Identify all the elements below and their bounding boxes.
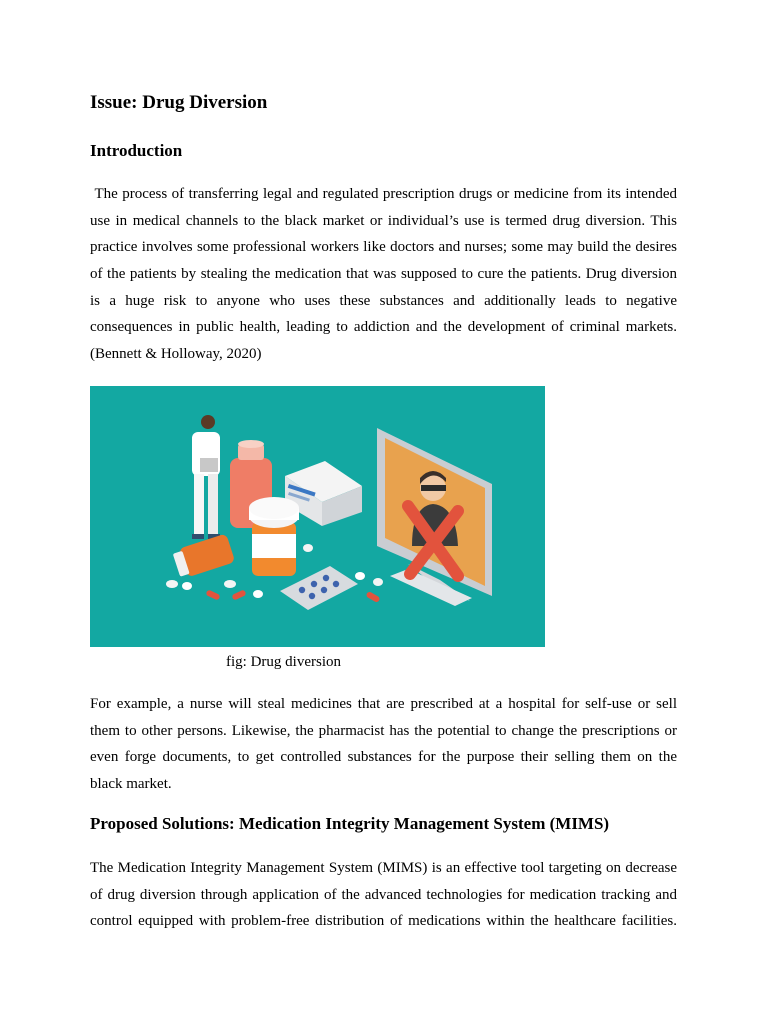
solutions-heading: Proposed Solutions: Medication Integrity Management System (MIMS) [90, 814, 610, 833]
paragraph-line: use in medical channels to the black market or individual’s use is termed drug diversion. This [90, 212, 677, 229]
nurse-figure [192, 415, 220, 539]
paragraph-line: of drug diversion through application of the advanced technologies for medication tracking and [90, 886, 677, 903]
introduction-paragraph [90, 181, 677, 368]
example-paragraph [90, 691, 677, 798]
tipped-bottle-icon [172, 533, 235, 579]
citation-line: (Bennett & Holloway, 2020) [90, 346, 262, 363]
document-title: Issue: Drug Diversion [90, 92, 268, 113]
paragraph-line: For example, a nurse will steal medicines that are prescribed at a hospital for self-use or sell [90, 696, 677, 712]
solutions-paragraph [90, 855, 677, 935]
pill-jar-icon [249, 497, 299, 576]
drug-diversion-illustration [90, 386, 545, 647]
paragraph-line: is a huge risk to anyone who uses these substances and additionally leads to negative [90, 292, 677, 309]
paragraph-line: The process of transferring legal and regulated prescription drugs or medicine from its intended [90, 186, 677, 202]
paragraph-line: practice involves some professional workers like doctors and nurses; some may build the desires [90, 239, 677, 256]
paragraph-line: even forge documents, to get controlled substances for the purpose their selling them on the [90, 749, 677, 766]
introduction-heading: Introduction [90, 141, 183, 160]
figure-caption: fig: Drug diversion [226, 654, 341, 670]
paragraph-line: of the patients by stealing the medication that was supposed to cure the patients. Drug diversion [90, 266, 677, 283]
monitor-icon [377, 428, 492, 606]
paragraph-line: consequences in public health, leading to addiction and the development of criminal markets. [90, 319, 677, 336]
paragraph-line: The Medication Integrity Management System (MIMS) is an effective tool targeting on decrease [90, 860, 677, 876]
illustration-artwork [90, 386, 545, 647]
paragraph-line: black market. [90, 776, 172, 793]
paragraph-line: control equipped with problem-free distribution of medications within the healthcare facilities. [90, 913, 677, 930]
paragraph-line: them to other persons. Likewise, the pharmacist has the potential to change the prescriptions or [90, 722, 677, 739]
